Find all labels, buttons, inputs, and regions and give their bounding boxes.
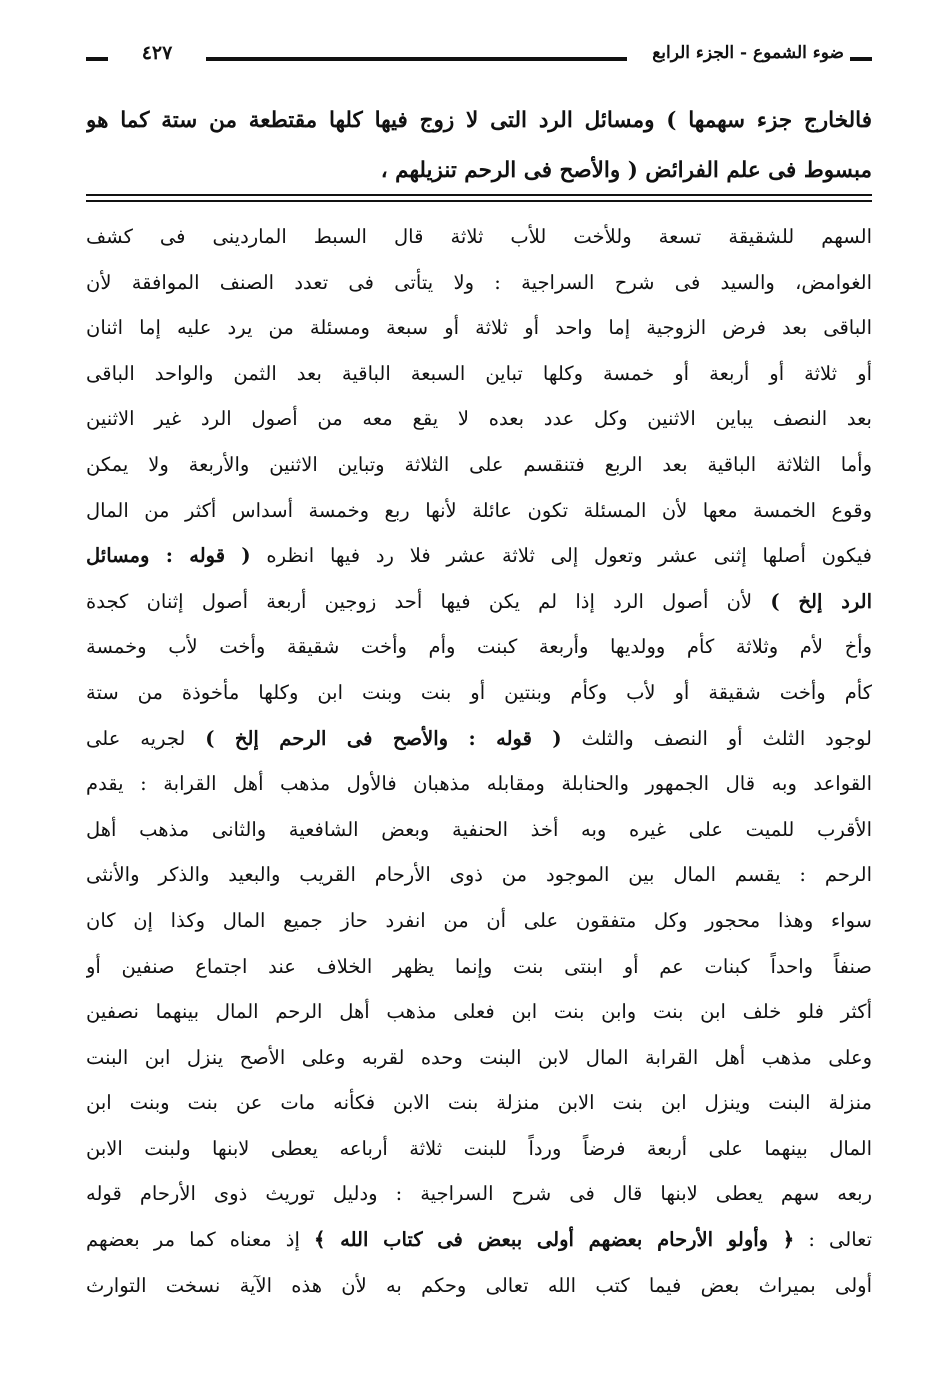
text-line: أو ثلاثة أو أربعة أو خمسة وكلها تباين السبعة الباقية بعد الثمن والواحد الباقى <box>86 361 872 385</box>
matn-line: مبسوط فى علم الفرائض ( والأصح فى الرحم تنزيلهم ، <box>380 158 872 183</box>
text-line <box>86 1217 872 1263</box>
text-line <box>86 716 872 762</box>
header-rule-long <box>206 57 627 61</box>
text-line: وأما الثلاثة الباقية بعد الربع فتنقسم على الثلاثة وتباين الاثنين والأربعة ولا يمكن <box>86 452 872 476</box>
text-line: صنفاً واحداً كبنات عم أو ابنتى بنت وإنما يظهر الخلاف عند اجتماع صنفين أو <box>86 954 872 978</box>
text-line: الغوامض، والسيد فى شرح السراجية : ولا يتأتى فى تعدد الصنف الموافقة لأن <box>86 270 872 294</box>
text-line <box>86 579 872 625</box>
separator-rule-top <box>86 194 872 196</box>
text-line: القواعد وبه قال الجمهور والحنابلة ومقابله مذهبان فالأول مذهب أهل القرابة : يقدم <box>86 772 872 796</box>
page-number: ٤٢٧ <box>141 42 173 64</box>
text-line: وقوع الخمسة معها لأن المسئلة تكون عائلة لأنها ربع وخمسة أسداس أكثر من المال <box>86 498 872 522</box>
text-line: أكثر فلو خلف ابن بنت وابن بنت ابن فعلى مذهب أهل الرحم المال بينهما نصفين <box>86 1000 872 1024</box>
commentary-text <box>86 214 872 1308</box>
lemma-heading: ( قوله : والأصح فى الرحم إلخ ) <box>205 726 562 750</box>
matn-text <box>86 96 872 196</box>
header-rule-left <box>86 57 108 61</box>
text-run: إذ معناه كما مر بعضهم <box>86 1228 300 1252</box>
text-line: وعلى مذهب أهل القرابة المال لابن البنت وحده لقربه وعلى الأصح ينزل ابن البنت <box>86 1045 872 1069</box>
header-rule-right <box>850 57 872 61</box>
text-line: كأم وأخت شقيقة أو لأب وكأم وبنتين أو بنت وبنت ابن وكلها مأخوذة من ستة <box>86 680 872 704</box>
text-run: تعالى : <box>808 1228 872 1252</box>
text-line: المال بينهما على أربعة فرضاً ورداً للبنت ثلاثة أرباعه يعطى لابنها ولبنت الابن <box>86 1136 872 1160</box>
quran-verse: ﴿ وأولو الأرحام بعضهم أولى ببعض فى كتاب الله ﴾ <box>314 1228 795 1252</box>
text-line: الأقرب للميت على غيره وبه أخذ الحنفية وبعض الشافعية والثانى مذهب أهل <box>86 817 872 841</box>
matn-line: فالخارج جزء سهمها ) ومسائل الرد التى لا زوج فيها كلها مقتطعة من ستة كما هو <box>86 108 872 133</box>
text-run: فيكون أصلها إثنى عشر وتعول إلى ثلاثة عشر فلا رد فيها انظره <box>266 544 872 568</box>
text-line: منزلة البنت وينزل ابن بنت الابن منزلة بنت الابن فكأنه مات عن بنت وبنت ابن <box>86 1091 872 1115</box>
text-line: سواء وهذا محجور وكل متفقون على أن من انفرد حاز جميع المال وكذا إن كان <box>86 908 872 932</box>
text-run: لوجود الثلث أو النصف والثلث <box>581 726 872 750</box>
text-line: وأخ لأم وثلاثة كأم وولديها وأربعة كبنت وأم وأخت شقيقة وأخت لأب وخمسة <box>86 635 872 659</box>
lemma-heading: ( قوله : ومسائل <box>86 544 251 568</box>
text-line: أولى بميراث بعض فيما كتب الله تعالى وحكم به لأن هذه الآية نسخت التوارث <box>86 1273 872 1297</box>
text-line: الرحم : يقسم المال بين الموجود من ذوى الأرحام القريب والبعيد والذكر والأنثى <box>86 863 872 887</box>
text-run: لأن أصول الرد إذا لم يكن فيها أحد زوجين أربعة أصول إثنان كجدة <box>86 589 753 613</box>
running-title: ضوء الشموع - الجزء الرابع <box>652 43 844 63</box>
text-run: لجريه على <box>86 726 186 750</box>
running-header <box>86 42 872 70</box>
text-line: الباقى بعد فرض الزوجية إما واحد أو ثلاثة أو سبعة ومسئلة من يرد عليه إما اثنان <box>86 316 872 340</box>
text-line: ربعه سهم يعطى لابنها قال فى شرح السراجية : ودليل توريث ذوى الأرحام قوله <box>86 1182 872 1206</box>
text-line <box>86 533 872 579</box>
lemma-heading: الرد إلخ ) <box>770 589 872 613</box>
text-line: بعد النصف يباين الاثنين وكل عدد بعده لا يقع معه من أصول الرد غير الاثنين <box>86 407 872 431</box>
separator-rule-bottom <box>86 200 872 202</box>
text-line: السهم للشقيقة تسعة وللأخت للأب ثلاثة قال السبط الماردينى فى كشف <box>86 225 872 248</box>
